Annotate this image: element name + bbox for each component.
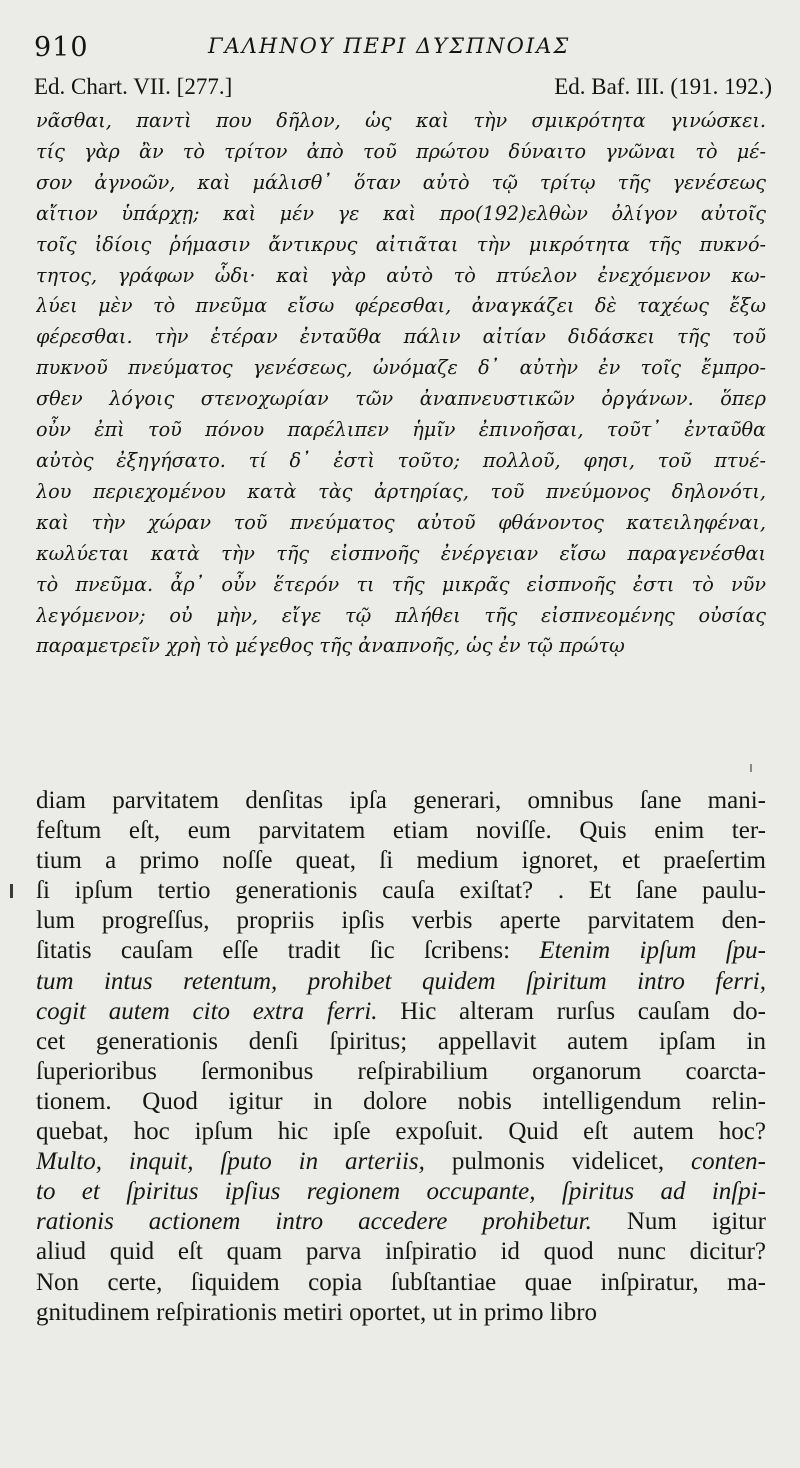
latin-text-segment: lum progreſſus, propriis ipſis verbis aperte parvitatem den- bbox=[36, 907, 766, 935]
edition-basel-reference: Ed. Baf. III. (191. 192.) bbox=[554, 74, 772, 99]
latin-text-segment: aliud quid eſt quam parva inſpiratio id quod nunc dicitur? bbox=[36, 1238, 766, 1266]
latin-text-line bbox=[36, 1298, 766, 1328]
greek-text-line: καὶ τὴν χώραν τοῦ πνεύματος αὐτοῦ φθάνοντος κατειληφέναι, bbox=[36, 510, 766, 534]
page-header bbox=[30, 30, 772, 70]
latin-text-line bbox=[36, 1087, 766, 1117]
latin-text-segment: ſuperioribus ſermonibus reſpirabilium organorum coarcta- bbox=[36, 1057, 766, 1085]
greek-text-line: τητος, γράφων ὧδι· καὶ γὰρ αὐτὸ τὸ πτύελον ἐνεχόμενον κω- bbox=[36, 263, 766, 287]
latin-text-line bbox=[36, 1057, 766, 1087]
latin-quotation-segment: conten- bbox=[691, 1148, 766, 1176]
latin-text-segment: ſitatis cauſam eſſe tradit ſic ſcribens: bbox=[36, 937, 540, 965]
latin-text-line bbox=[36, 1268, 766, 1298]
latin-text-line bbox=[36, 786, 766, 816]
greek-text-line: λου περιεχομένου κατὰ τὰς ἀρτηρίας, τοῦ πνεύμονος δηλονότι, bbox=[36, 479, 766, 503]
latin-text-line bbox=[36, 846, 766, 876]
greek-text-line: λεγόμενον; οὐ μὴν, εἴγε τῷ πλήθει τῆς εἰσπνεομένης οὐσίας bbox=[36, 603, 766, 627]
latin-text-segment: Num igitur bbox=[591, 1208, 766, 1236]
greek-text-line: σον ἀγνοῶν, καὶ μάλισθ᾽ ὅταν αὐτὸ τῷ τρίτῳ τῆς γενέσεως bbox=[36, 170, 766, 194]
latin-text-line bbox=[36, 1237, 766, 1267]
latin-text-line bbox=[36, 1117, 766, 1147]
latin-text-line bbox=[36, 906, 766, 936]
latin-quotation-segment: cogit autem cito extra ferri. bbox=[36, 997, 378, 1025]
print-speck bbox=[750, 764, 752, 772]
greek-text-block bbox=[36, 106, 766, 662]
running-title: ΓΑΛΗΝΟΥ ΠΕΡΙ ΔΥΣΠΝΟΙΑΣ bbox=[208, 34, 571, 58]
greek-text-line: νᾶσθαι, παντὶ που δῆλον, ὡς καὶ τὴν σμικρότητα γινώσκει. bbox=[36, 109, 766, 132]
latin-text-line bbox=[36, 816, 766, 846]
latin-text-line bbox=[36, 936, 766, 966]
latin-quotation-segment: Multo, inquit, ſputo in arteriis, bbox=[36, 1148, 425, 1176]
greek-text-line: αὐτὸς ἐξηγήσατο. τί δ᾽ ἐστὶ τοῦτο; πολλοῦ, φησι, τοῦ πτυέ- bbox=[36, 448, 766, 472]
greek-text-line: τοῖς ἰδίοις ῥήμασιν ἄντικρυς αἰτιᾶται τὴν μικρότητα τῆς πυκνό- bbox=[36, 232, 766, 256]
latin-text-segment: quebat, hoc ipſum hic ipſe expoſuit. Quid eſt autem hoc? bbox=[36, 1118, 766, 1146]
page-number: 910 bbox=[34, 32, 89, 63]
edition-chartier-reference: Ed. Chart. VII. [277.] bbox=[34, 74, 233, 99]
greek-text-line: πυκνοῦ πνεύματος γενέσεως, ὠνόμαζε δ᾽ αὐτὴν ἐν τοῖς ἔμπρο- bbox=[36, 356, 766, 380]
latin-translation-block bbox=[36, 786, 766, 1328]
latin-text-segment: pulmonis videlicet, bbox=[424, 1148, 692, 1176]
latin-text-segment: gnitudinem reſpirationis metiri oportet, ut in primo libro bbox=[36, 1298, 598, 1326]
latin-quotation-segment: tum intus retentum, prohibet quidem ſpiritum intro ferri, bbox=[36, 967, 766, 995]
greek-text-line: οὖν ἐπὶ τοῦ πόνου παρέλιπεν ἡμῖν ἐπινοῆσαι, τοῦτ᾽ ἐνταῦθα bbox=[36, 418, 766, 442]
greek-text-line: τίς γὰρ ἂν τὸ τρίτον ἀπὸ τοῦ πρώτου δύναιτο γνῶναι τὸ μέ- bbox=[36, 139, 766, 163]
latin-text-line bbox=[36, 876, 766, 906]
edition-reference-line bbox=[34, 74, 772, 104]
latin-quotation-segment: rationis actionem intro accedere prohibetur. bbox=[36, 1208, 592, 1236]
latin-text-line bbox=[36, 997, 766, 1027]
latin-text-line bbox=[36, 1207, 766, 1237]
latin-text-segment: ſi ipſum tertio generationis cauſa exiſtat? . Et ſane paulu- bbox=[36, 877, 766, 905]
greek-text-line: παραμετρεῖν χρὴ τὸ μέγεθος τῆς ἀναπνοῆς, ὡς ἐν τῷ πρώτῳ bbox=[36, 634, 625, 658]
latin-text-line bbox=[36, 967, 766, 997]
greek-text-line: σθεν λόγοις στενοχωρίαν τῶν ἀναπνευστικῶν ὀργάνων. ὅπερ bbox=[36, 387, 766, 411]
margin-mark bbox=[10, 884, 13, 898]
latin-text-line bbox=[36, 1147, 766, 1177]
latin-text-segment: tionem. Quod igitur in dolore nobis intelligendum relin- bbox=[36, 1087, 766, 1115]
latin-text-line bbox=[36, 1027, 766, 1057]
latin-text-segment: tium a primo noſſe queat, ſi medium ignoret, et praeſertim bbox=[36, 847, 766, 875]
greek-text-line: φέρεσθαι. τὴν ἑτέραν ἐνταῦθα πάλιν αἰτίαν διδάσκει τῆς τοῦ bbox=[36, 325, 766, 349]
latin-text-segment: cet generationis denſi ſpiritus; appellavit autem ipſam in bbox=[36, 1027, 766, 1055]
latin-text-segment: Hic alteram rurſus cauſam do- bbox=[377, 997, 766, 1025]
latin-text-line bbox=[36, 1177, 766, 1207]
latin-quotation-segment: to et ſpiritus ipſius regionem occupante, ſpiritus ad inſpi- bbox=[36, 1178, 766, 1206]
latin-text-segment: feſtum eſt, eum parvitatem etiam noviſſe. Quis enim ter- bbox=[36, 817, 766, 845]
greek-text-line: τὸ πνεῦμα. ἆρ᾽ οὖν ἕτερόν τι τῆς μικρᾶς εἰσπνοῆς ἐστι τὸ νῦν bbox=[36, 572, 766, 596]
greek-text-line: κωλύεται κατὰ τὴν τῆς εἰσπνοῆς ἐνέργειαν εἴσω παραγενέσθαι bbox=[36, 541, 766, 565]
greek-text-line: αἴτιον ὑπάρχῃ; καὶ μέν γε καὶ προ(192)ελθὼν ὀλίγον αὐτοῖς bbox=[36, 201, 766, 225]
latin-text-segment: Non certe, ſiquidem copia ſubſtantiae quae inſpiratur, ma- bbox=[36, 1268, 766, 1296]
latin-text-segment: diam parvitatem denſitas ipſa generari, omnibus ſane mani- bbox=[36, 787, 766, 814]
latin-quotation-segment: Etenim ipſum ſpu- bbox=[539, 937, 766, 965]
greek-text-line: λύει μὲν τὸ πνεῦμα εἴσω φέρεσθαι, ἀναγκάζει δὲ ταχέως ἔξω bbox=[36, 294, 766, 318]
